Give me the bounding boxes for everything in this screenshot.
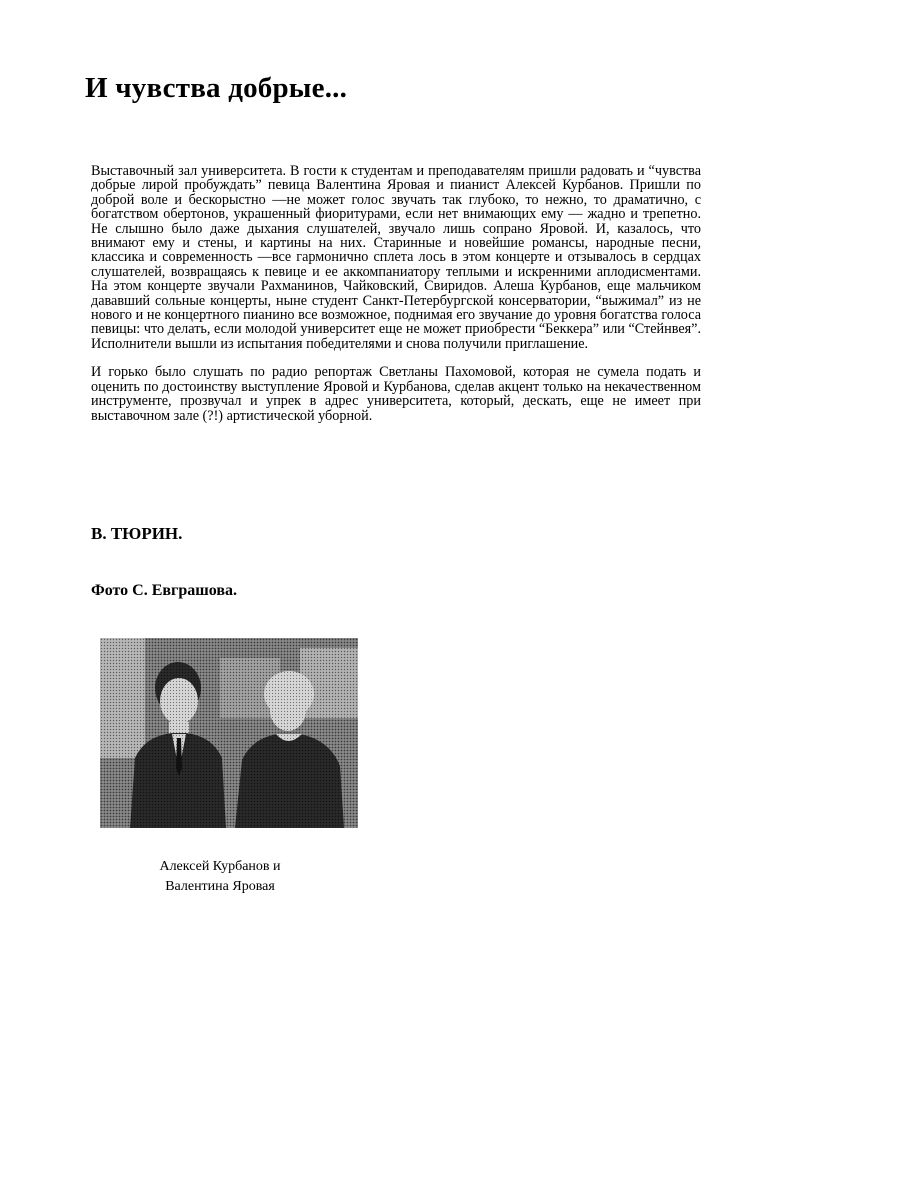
photo-credit: Фото С. Евграшова. (91, 582, 237, 599)
caption-line: Валентина Яровая (165, 879, 275, 894)
article-paragraph: Выставочный зал университета. В гости к студентам и преподавателям пришли радовать и “чувства добрые лирой пробуждать” певица Валентина Яровая и пианист Алексей Курбанов. Пришли по доброй воле и бескорыстно —не может голос звучать так глубоко, то нежно, то драматично, с богатством обертонов, украшенный фиоритурами, если нет внимающих ему — жадно и трепетно. Не слышно было даже дыхания слушателей, звучало лишь сопрано Яровой. И, казалось, что внимают ему и стены, и картины на них. Старинные и новейшие романсы, народные песни, классика и современность —все гармонично сплета лось в этом концерте и отзывалось в сердцах слушателей, возвращаясь к певице и ее аккомпаниатору теплыми и искренними аплодисментами. На этом концерте звучали Рахманинов, Чайковский, Свиридов. Алеша Курбанов, еще мальчиком дававший сольные концерты, ныне студент Санкт-Петербургской консерватории, “выжимал” из не нового и не концертного пианино все возможное, поднимая его звучание до уровня богатства голоса певицы: что делать, если молодой университет еще не может приобрести “Беккера” или “Стейнвея”. Исполнители вышли из испытания победителями и снова получили приглашение. (91, 163, 701, 352)
caption-line: Алексей Курбанов и (159, 859, 281, 874)
photo-caption (120, 857, 320, 897)
article-paragraph: И горько было слушать по радио репортаж Светланы Пахомовой, которая не сумела подать и оценить по достоинству выступление Яровой и Курбанова, сделав акцент только на некачественном инструменте, прозвучал и упрек в адрес университета, который, дескать, еще не имеет при выставочном зале (?!) артистической уборной. (91, 364, 701, 424)
article-title: И чувства добрые... (85, 72, 348, 104)
author-signature: В. ТЮРИН. (91, 524, 183, 543)
photo-of-performers (100, 638, 358, 828)
article-body (91, 164, 701, 423)
